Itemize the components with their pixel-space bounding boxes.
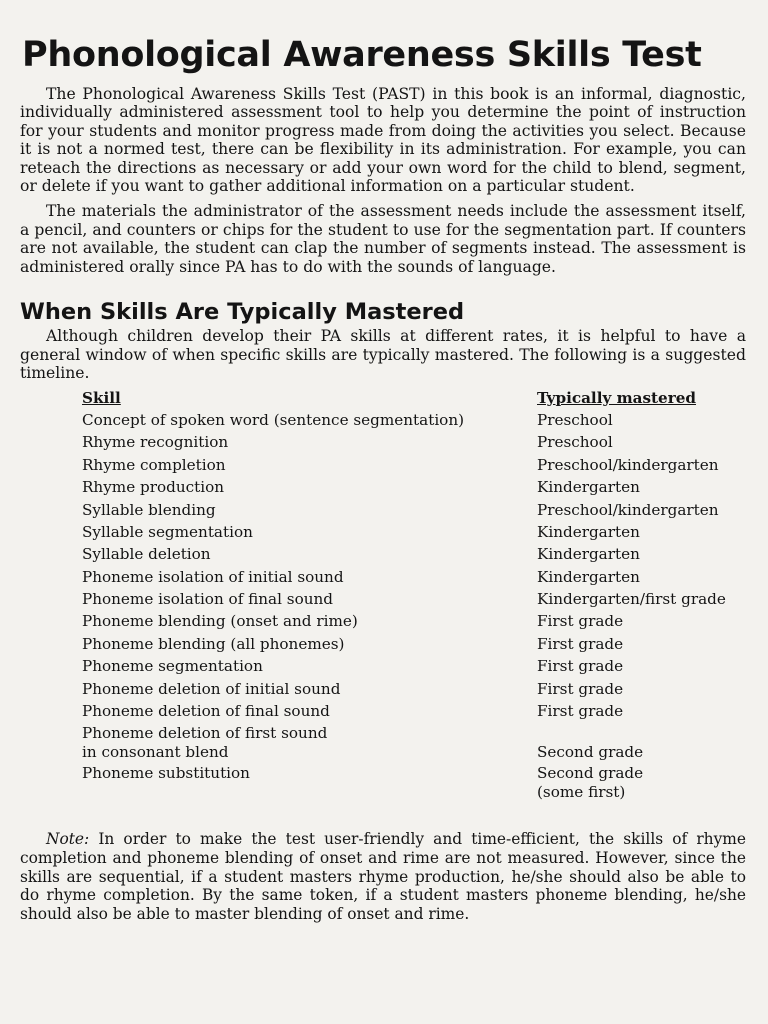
table-row <box>20 657 746 679</box>
skill-cell <box>20 724 537 762</box>
skill-cell: Phoneme deletion of initial sound <box>82 679 341 698</box>
mastered-cell: Kindergarten/first grade <box>537 590 726 609</box>
table-row <box>20 411 746 433</box>
table-row <box>20 764 746 804</box>
section-intro-paragraph: Although children develop their PA skills at different rates, it is helpful to have a general window of when specific skills are typically mastered. The following is a suggested timeline. <box>20 327 746 383</box>
skill-cell: Syllable blending <box>82 500 216 519</box>
skill-cell-line: in consonant blend <box>82 742 229 761</box>
intro-paragraph-2: The materials the administrator of the assessment needs include the assessment itself, a pencil, and counters or chips for the student to use for the segmentation part. If counters are not available, the student can clap the number of segments instead. The assessment is administered orally since PA has to do with the sounds of language. <box>20 202 746 276</box>
note-text: In order to make the test user-friendly and time-efficient, the skills of rhyme completion and phoneme blending of onset and rime are not measured. However, since the skills are sequential, if a student masters rhyme production, he/she should also be able to do rhyme completion. By the same token, if a student masters phoneme blending, he/she should also be able to master blending of onset and rime. <box>20 830 746 923</box>
mastered-cell: Kindergarten <box>537 545 640 564</box>
mastered-cell: Preschool/kindergarten <box>537 455 719 474</box>
mastered-cell-line: Second grade <box>537 742 644 761</box>
skill-cell: Syllable segmentation <box>82 522 253 541</box>
intro-paragraph-1: The Phonological Awareness Skills Test (PAST) in this book is an informal, diagnostic, individually administered assessment tool to help you determine the point of instruction for your students and monitor progress made from doing the activities you select. Because it is not a normed test, there can be flexibility in its administration. For example, you can reteach the directions as necessary or add your own word for the child to blend, segment, or delete if you want to gather additional information on a particular student. <box>20 84 746 196</box>
table-row <box>20 568 746 590</box>
skill-cell-line: Phoneme deletion of first sound <box>82 724 328 743</box>
table-row <box>20 635 746 657</box>
skill-cell: Phoneme segmentation <box>82 657 263 676</box>
skill-cell-line: Phoneme substitution <box>82 764 250 783</box>
skill-cell: Phoneme blending (onset and rime) <box>82 612 358 631</box>
table-row <box>20 724 746 762</box>
table-row <box>20 702 746 724</box>
table-row <box>20 501 746 523</box>
table-row <box>20 680 746 702</box>
mastered-cell <box>537 764 746 804</box>
mastered-cell: Kindergarten <box>537 522 640 541</box>
table-header <box>20 389 746 411</box>
header-skill: Skill <box>82 388 121 407</box>
skill-cell: Rhyme recognition <box>82 433 229 452</box>
section-heading: When Skills Are Typically Mastered <box>20 299 465 326</box>
mastered-cell-line: (some first) <box>537 782 626 801</box>
table-row <box>20 612 746 634</box>
skill-cell: Phoneme blending (all phonemes) <box>82 634 345 653</box>
skill-cell: Concept of spoken word (sentence segmentation) <box>82 410 465 429</box>
table-row <box>20 523 746 545</box>
mastered-cell: Kindergarten <box>537 567 640 586</box>
mastered-cell: First grade <box>537 634 624 653</box>
skills-timeline-table <box>20 389 746 804</box>
mastered-cell: Preschool <box>537 433 613 452</box>
skill-cell <box>20 764 537 804</box>
table-row <box>20 456 746 478</box>
skill-cell: Syllable deletion <box>82 545 211 564</box>
table-row <box>20 590 746 612</box>
table-row <box>20 478 746 500</box>
skill-cell: Rhyme production <box>82 478 225 497</box>
mastered-cell: Preschool <box>537 410 613 429</box>
table-row <box>20 545 746 567</box>
skill-cell: Phoneme deletion of final sound <box>82 702 330 721</box>
skill-cell: Phoneme isolation of final sound <box>82 590 334 609</box>
mastered-cell: Kindergarten <box>537 478 640 497</box>
mastered-cell: First grade <box>537 679 624 698</box>
note-label: Note: <box>46 830 90 849</box>
mastered-cell: First grade <box>537 612 624 631</box>
mastered-cell: First grade <box>537 657 624 676</box>
header-typically-mastered: Typically mastered <box>537 388 697 407</box>
page-title: Phonological Awareness Skills Test <box>22 35 702 75</box>
mastered-cell-line <box>537 724 746 742</box>
mastered-cell <box>537 724 746 762</box>
skill-cell: Phoneme isolation of initial sound <box>82 567 344 586</box>
mastered-cell: First grade <box>537 702 624 721</box>
mastered-cell-line: Second grade <box>537 764 644 783</box>
mastered-cell: Preschool/kindergarten <box>537 500 719 519</box>
table-row <box>20 433 746 455</box>
skill-cell: Rhyme completion <box>82 455 226 474</box>
note-paragraph <box>20 830 746 923</box>
